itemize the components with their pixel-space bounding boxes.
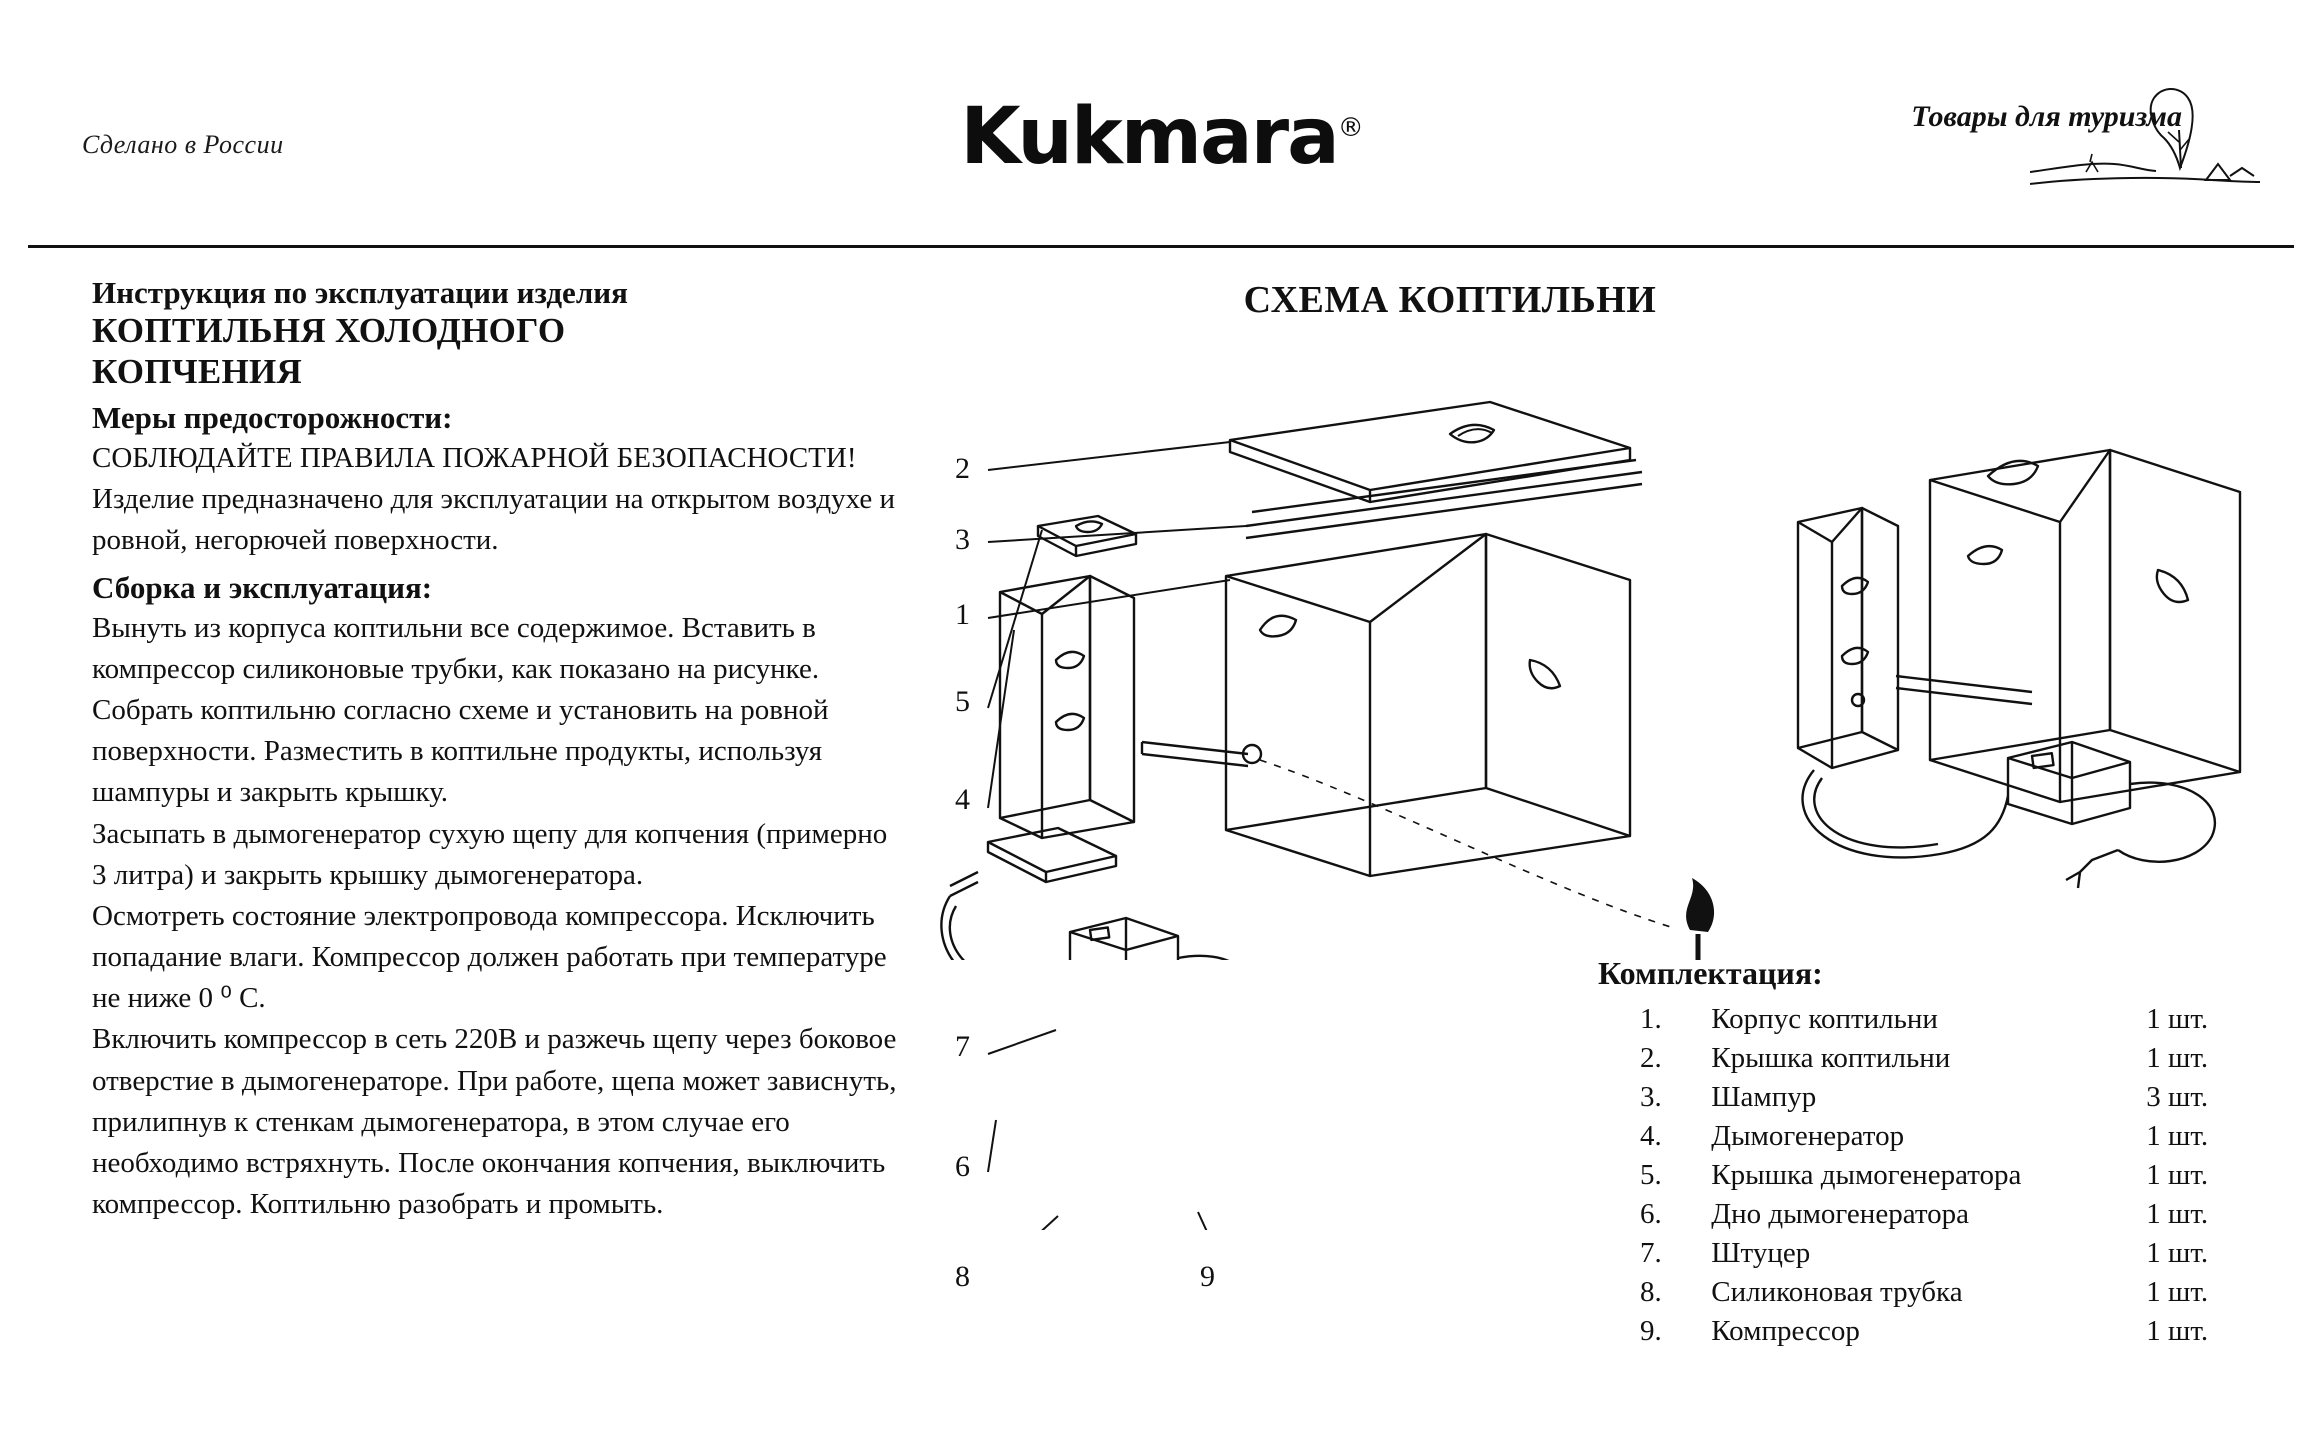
part-name: Силиконовая трубка xyxy=(1711,1276,1963,1308)
callout-5: 5 xyxy=(955,685,970,718)
header-divider xyxy=(28,245,2294,248)
part-qty: 1 шт. xyxy=(2146,1276,2209,1308)
safety-paragraph-2: Изделие предназначено для эксплуатации на открытом воздухе и ровной, негорючей поверхности. xyxy=(92,483,896,557)
made-in-russia-text: Сделано в России xyxy=(82,130,284,159)
smokehouse-assembled-diagram xyxy=(1740,380,2280,940)
table-row xyxy=(1598,1195,2298,1234)
scheme-title: СХЕМА КОПТИЛЬНИ xyxy=(1243,279,1657,321)
callout-7: 7 xyxy=(955,1030,970,1063)
part-number: 5. xyxy=(1640,1159,1662,1191)
table-row xyxy=(1598,1273,2298,1312)
table-row xyxy=(1598,1000,2298,1039)
assembly-paragraph-2: Засыпать в дымогенератор сухую щепу для копчения (примерно 3 литра) и закрыть крышку дымогенератора. xyxy=(92,817,888,891)
part-qty: 1 шт. xyxy=(2146,1120,2209,1152)
callout-8: 8 xyxy=(955,1260,970,1293)
document-title xyxy=(92,275,902,392)
part-number: 6. xyxy=(1640,1198,1662,1230)
instructions-column xyxy=(92,275,902,1225)
fire-icon xyxy=(1674,878,1722,960)
table-row xyxy=(1598,1312,2298,1351)
parts-list-heading: Комплектация: xyxy=(1598,955,1823,991)
document-title-line2: КОПТИЛЬНЯ ХОЛОДНОГО xyxy=(92,310,566,350)
part-qty: 3 шт. xyxy=(2146,1081,2209,1113)
part-qty: 1 шт. xyxy=(2146,1003,2209,1035)
table-row xyxy=(1598,1234,2298,1273)
callout-3: 3 xyxy=(955,523,970,556)
part-name: Шампур xyxy=(1711,1081,1817,1113)
registered-trademark-icon: ® xyxy=(1337,113,1362,143)
tourism-tagline: Товары для туризма xyxy=(1911,100,2182,133)
assembly-heading: Сборка и эксплуатация: xyxy=(92,569,433,605)
page-header xyxy=(0,0,2322,245)
part-qty: 1 шт. xyxy=(2146,1198,2209,1230)
part-number: 1. xyxy=(1640,1003,1662,1035)
part-name: Крышка коптильни xyxy=(1711,1042,1951,1074)
callout-4: 4 xyxy=(955,783,970,816)
part-number: 2. xyxy=(1640,1042,1662,1074)
part-number: 4. xyxy=(1640,1120,1662,1152)
part-name: Штуцер xyxy=(1711,1237,1811,1269)
safety-heading: Меры предосторожности: xyxy=(92,400,453,436)
document-title-line1: Инструкция по эксплуатации изделия xyxy=(92,275,628,310)
callout-2: 2 xyxy=(955,452,970,485)
part-number: 3. xyxy=(1640,1081,1662,1113)
assembly-paragraph-1: Вынуть из корпуса коптильни все содержимое. Вставить в компрессор силиконовые трубки, как показано на рисунке. Собрать коптильню согласно схеме и установить на ровной поверхности. Разместить в коптильне продукты, используя шампуры и закрыть крышку. xyxy=(92,611,829,809)
table-row xyxy=(1598,1039,2298,1078)
table-row xyxy=(1598,1078,2298,1117)
assembly-paragraph-3: Осмотреть состояние электропровода компрессора. Исключить попадание влаги. Компрессор должен работать при температуре не ниже 0 ⁰ С. xyxy=(92,899,887,1015)
assembly-paragraph-4: Включить компрессор в сеть 220В и разжечь щепу через боковое отверстие в дымогенераторе. При работе, щепа может зависнуть, прилипнув к стенкам дымогенератора, в этом случае его необходимо встряхнуть. После окончания копчения, выключить компрессор. Коптильню разобрать и промыть. xyxy=(92,1023,897,1221)
callout-9: 9 xyxy=(1200,1260,1215,1293)
part-name: Дымогенератор xyxy=(1711,1120,1905,1152)
callout-6: 6 xyxy=(955,1150,970,1183)
part-qty: 1 шт. xyxy=(2146,1315,2209,1347)
table-row xyxy=(1598,1156,2298,1195)
safety-paragraph-1: СОБЛЮДАЙТЕ ПРАВИЛА ПОЖАРНОЙ БЕЗОПАСНОСТИ! xyxy=(92,442,857,475)
tree-landscape-icon xyxy=(2030,72,2260,192)
part-qty: 1 шт. xyxy=(2146,1159,2209,1191)
part-number: 7. xyxy=(1640,1237,1662,1269)
part-name: Корпус коптильни xyxy=(1711,1003,1938,1035)
parts-table xyxy=(1598,1000,2298,1351)
part-name: Компрессор xyxy=(1711,1315,1860,1347)
part-number: 9. xyxy=(1640,1315,1662,1347)
part-qty: 1 шт. xyxy=(2146,1237,2209,1269)
part-name: Дно дымогенератора xyxy=(1711,1198,1969,1230)
part-name: Крышка дымогенератора xyxy=(1711,1159,2022,1191)
part-number: 8. xyxy=(1640,1276,1662,1308)
parts-list xyxy=(1598,955,2298,1351)
callout-1: 1 xyxy=(955,598,970,631)
brand-name: Kukmara xyxy=(960,92,1338,182)
table-row xyxy=(1598,1117,2298,1156)
part-qty: 1 шт. xyxy=(2146,1042,2209,1074)
document-title-line3: КОПЧЕНИЯ xyxy=(92,351,303,391)
